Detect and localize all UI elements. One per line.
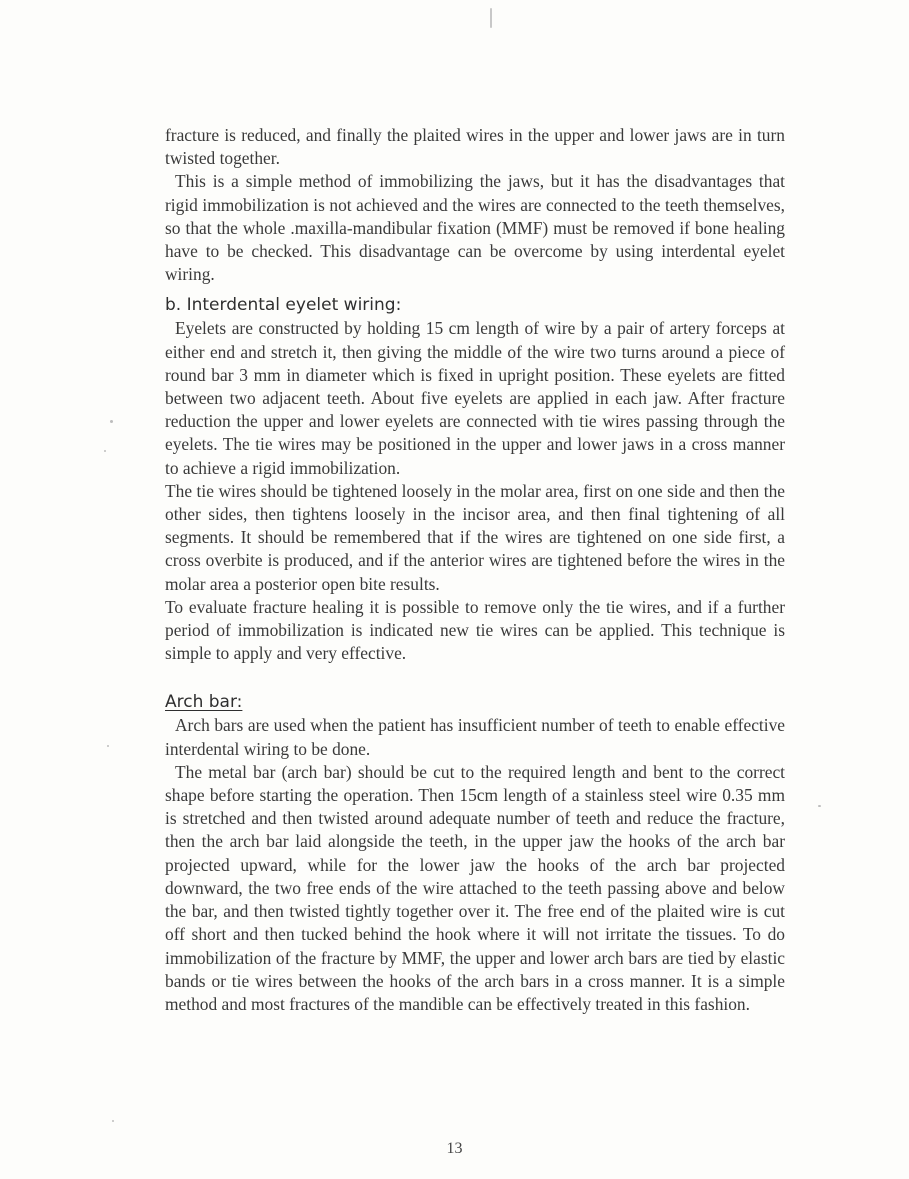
paragraph-simple-method: This is a simple method of immobilizing the jaws, but it has the disadvantages that rigid immobilization is not achieved and the wires are connected to the teeth themselves, so that the whole .maxilla-mandibular fixation (MMF) must be removed if bone healing have to be checked. This disadvantage can be overcome by using interdental eyelet wiring. bbox=[165, 171, 785, 285]
paragraph-arch-bar-usage: Arch bars are used when the patient has insufficient number of teeth to enable effective interdental wiring to be done. bbox=[165, 715, 785, 759]
section-spacer bbox=[165, 665, 785, 683]
section-heading-arch-bar: Arch bar: bbox=[165, 692, 243, 713]
scan-speck bbox=[112, 1120, 114, 1122]
scan-speck bbox=[110, 420, 113, 423]
page-number: 13 bbox=[446, 1140, 463, 1157]
scan-speck bbox=[818, 805, 821, 807]
paragraph-tie-wire-tightening: The tie wires should be tightened loosely in the molar area, first on one side and then the other sides, then tightens loosely in the incisor area, and then final tightening of all segments. It should be remembered that if the wires are tightened on one side first, a cross overbite is produced, and if the anterior wires are tightened before the wires in the molar area a posterior open bite results. bbox=[165, 480, 785, 594]
section-heading-eyelet-wiring: b. Interdental eyelet wiring: bbox=[165, 295, 402, 316]
scan-speck bbox=[104, 450, 106, 452]
scan-speck bbox=[490, 8, 492, 28]
scan-speck bbox=[107, 745, 109, 747]
paragraph-continuation: fracture is reduced, and finally the plaited wires in the upper and lower jaws are in turn twisted together. bbox=[165, 125, 785, 169]
paragraph-fracture-healing: To evaluate fracture healing it is possible to remove only the tie wires, and if a further period of immobilization is indicated new tie wires can be applied. This technique is simple to apply and very effective. bbox=[165, 596, 785, 664]
page-body bbox=[165, 124, 785, 1016]
paragraph-arch-bar-procedure: The metal bar (arch bar) should be cut to the required length and bent to the correct shape before starting the operation. Then 15cm length of a stainless steel wire 0.35 mm is stretched and then twisted around adequate number of teeth and reduce the fracture, then the arch bar laid alongside the teeth, in the upper jaw the hooks of the arch bar projected upward, while for the lower jaw the hooks of the arch bar projected downward, the two free ends of the wire attached to the teeth passing above and below the bar, and then twisted tightly together over it. The free end of the plaited wire is cut off short and then tucked behind the hook where it will not irritate the tissues. To do immobilization of the fracture by MMF, the upper and lower arch bars are tied by elastic bands or tie wires between the hooks of the arch bars in a cross manner. It is a simple method and most fractures of the mandible can be effectively treated in this fashion. bbox=[165, 761, 785, 1014]
paragraph-eyelet-construction: Eyelets are constructed by holding 15 cm length of wire by a pair of artery forceps at either end and stretch it, then giving the middle of the wire two turns around a piece of round bar 3 mm in diameter which is fixed in upright position. These eyelets are fitted between two adjacent teeth. About five eyelets are applied in each jaw. After fracture reduction the upper and lower eyelets are connected with tie wires passing through the eyelets. The tie wires may be positioned in the upper and lower jaws in a cross manner to achieve a rigid immobilization. bbox=[165, 318, 785, 478]
